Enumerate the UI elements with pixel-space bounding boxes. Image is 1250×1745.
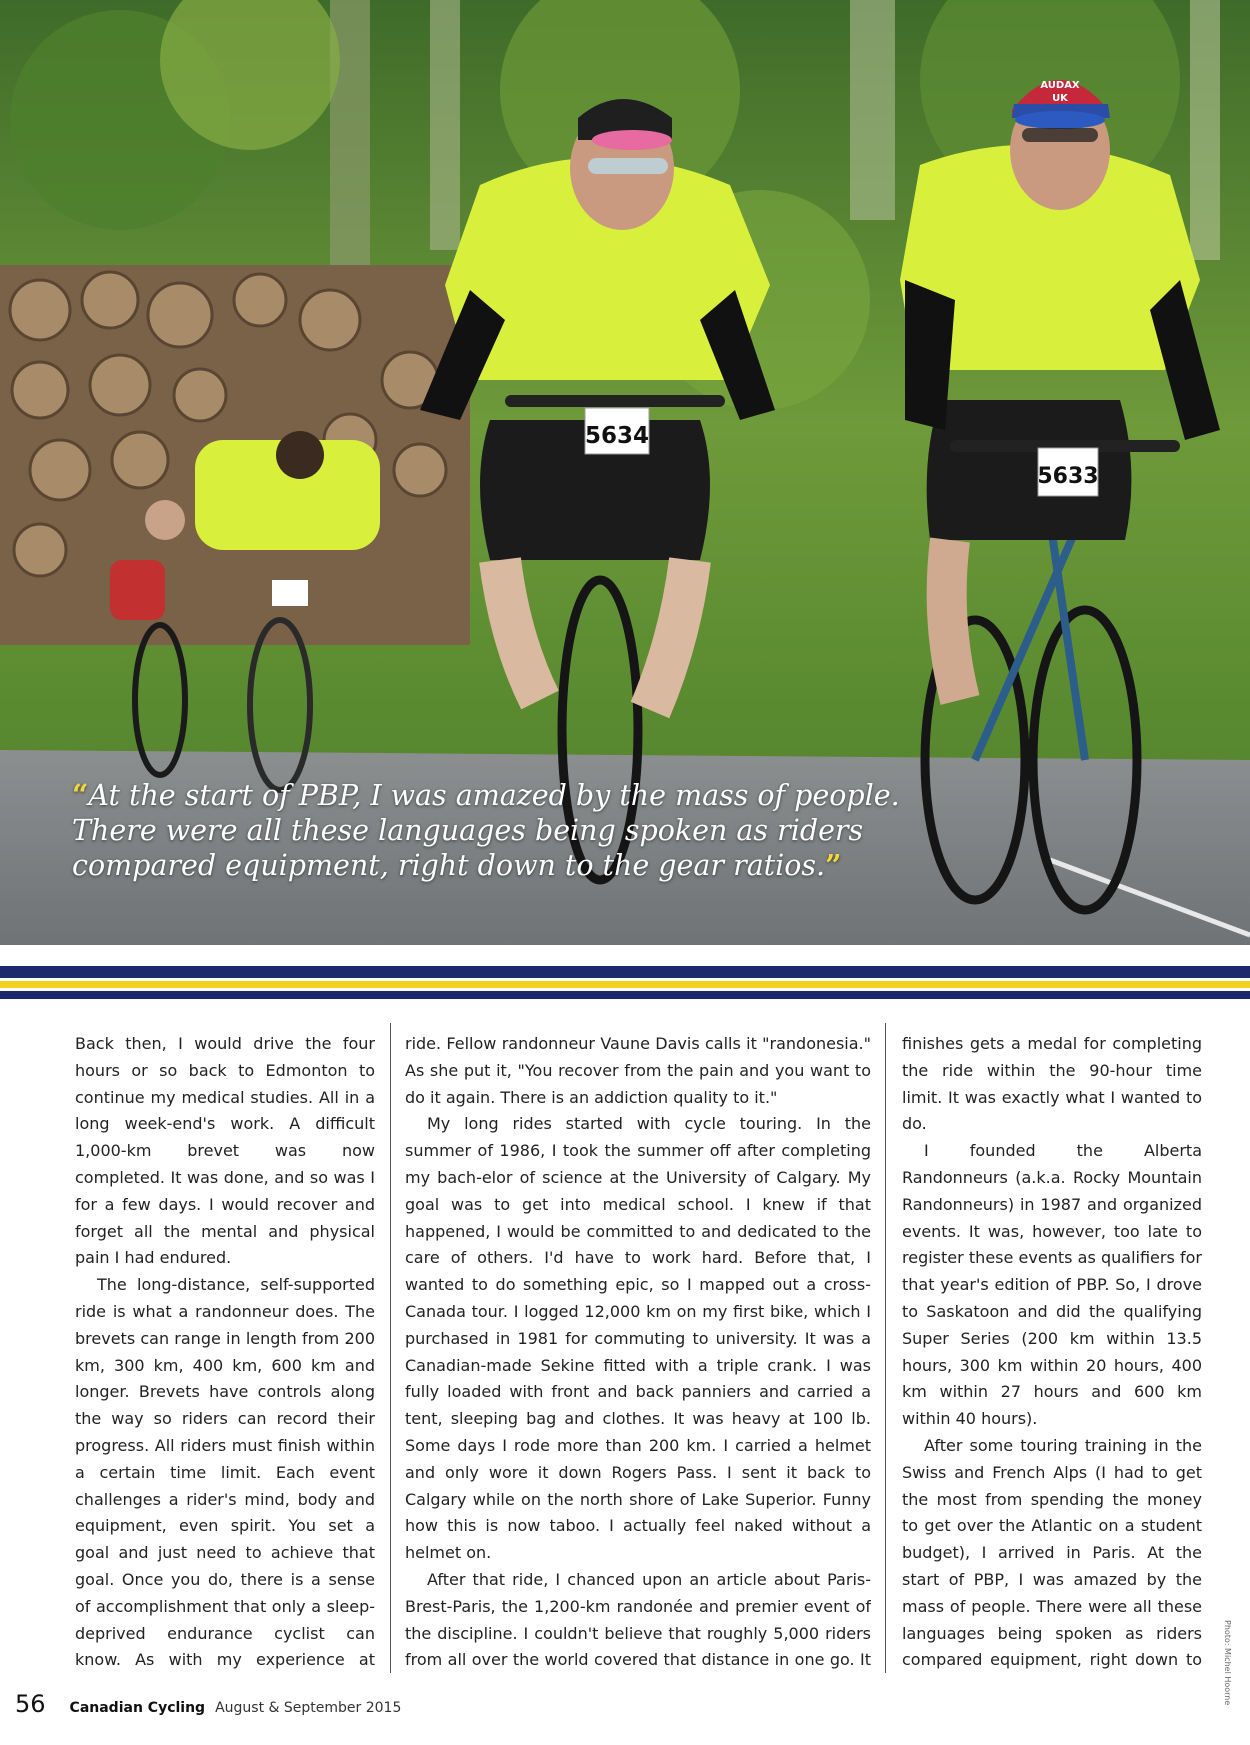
stripe-navy-bottom xyxy=(0,991,1250,999)
magazine-name: Canadian Cycling xyxy=(69,1700,206,1716)
paragraph: finishes gets a medal for completing the ride within the 90-hour time limit. It was exactly what I wanted to do. xyxy=(902,1034,1202,1134)
pull-quote xyxy=(72,778,932,883)
paragraph: Back then, I would drive the four hours or so back to Edmonton to continue my medical studies. All in a long week-end's work. A difficult 1,000-km brevet was now completed. It was done, and so was I for a few days. I would recover and forget all the mental and physical pain I had endured. xyxy=(75,1034,375,1268)
issue-date: August & September 2015 xyxy=(215,1700,402,1716)
page-footer xyxy=(15,1690,401,1718)
color-stripe-divider xyxy=(0,966,1250,999)
article-column-1 xyxy=(75,1031,375,1671)
paragraph: The long-distance, self-supported ride is what a randonneur does. The brevets can range in length from 200 km, 300 km, 400 km, 600 km and longer. Brevets have controls along the way so riders can record their progress. All riders must finish within a certain time limit. Each event challenges a rider's mind, body and equipment, even spirit. You set a goal and just need to achieve that goal. Once you do, there is a sense of accomplishment that only a sleep-deprived endurance cyclist can know. As with my experience at xyxy=(75,1275,375,1670)
pull-quote-text: At the start of PBP, I was amazed by the mass of people. There were all these languages being spoken as riders compared equipment, right down to the gear ratios. xyxy=(72,779,900,882)
bib-5633: 5633 xyxy=(1037,464,1099,489)
page-number: 56 xyxy=(15,1690,46,1718)
article-column-2 xyxy=(405,1031,871,1671)
stripe-navy-top xyxy=(0,966,1250,978)
column-rule-1 xyxy=(390,1023,391,1673)
stripe-yellow xyxy=(0,981,1250,988)
paragraph: I founded the Alberta Randonneurs (a.k.a. Rocky Mountain Randonneurs) in 1987 and organized events. It was, however, too late to register these events as qualifiers for that year's edition of PBP. So, I drove to Saskatoon and did the qualifying Super Series (200 km within 13.5 hours, 300 km within 20 hours, 400 km within 27 hours and 600 km within 40 hours). xyxy=(902,1141,1202,1429)
paragraph: My long rides started with cycle touring. In the summer of 1986, I took the summer off after completing my bach-elor of science at the University of Calgary. My goal was to get into medical school. I knew if that happened, I would be committed to and dedicated to the care of others. I'd have to work hard. Before that, I wanted to do something epic, so I mapped out a cross-Canada tour. I logged 12,000 km on my first bike, which I purchased in 1981 for commuting to university. It was a Canadian-made Sekine fitted with a triple crank. I was fully loaded with front and back panniers and carried a tent, sleeping bag and clothes. It was heavy at 100 lb. Some days I rode more than 200 km. I carried a helmet and only wore it down Rogers Pass. I sent it back to Calgary while on the north shore of Lake Superior. Funny how this is now taboo. I actually feel naked without a helmet on. xyxy=(405,1114,871,1563)
cap-text-audax: AUDAX xyxy=(1040,80,1080,91)
photo-credit: Photo: Michel Hoorne xyxy=(1223,1620,1232,1706)
paragraph: ride. Fellow randonneur Vaune Davis calls it "randonesia." As she put it, "You recover from the pain and you want to do it again. There is an addiction quality to it." xyxy=(405,1034,871,1107)
article-column-3 xyxy=(902,1031,1202,1671)
pull-quote-open-mark: “ xyxy=(72,778,89,812)
paragraph: After some touring training in the Swiss and French Alps (I had to get the most from spending the money to get over the Atlantic on a student budget), I arrived in Paris. At the start of PBP, I was amazed by the mass of people. There were all these languages being spoken as riders compared equipment, right down to xyxy=(902,1435,1202,1670)
cap-text-uk: UK xyxy=(1052,93,1068,104)
pull-quote-close-mark: ” xyxy=(825,848,842,882)
column-rule-2 xyxy=(885,1023,886,1673)
bib-5634: 5634 xyxy=(584,423,650,449)
paragraph: After that ride, I chanced upon an article about Paris-Brest-Paris, the 1,200-km randonée and premier event of the discipline. I couldn't believe that roughly 5,000 riders from all over the world covered that distance in one go. It xyxy=(405,1569,871,1670)
